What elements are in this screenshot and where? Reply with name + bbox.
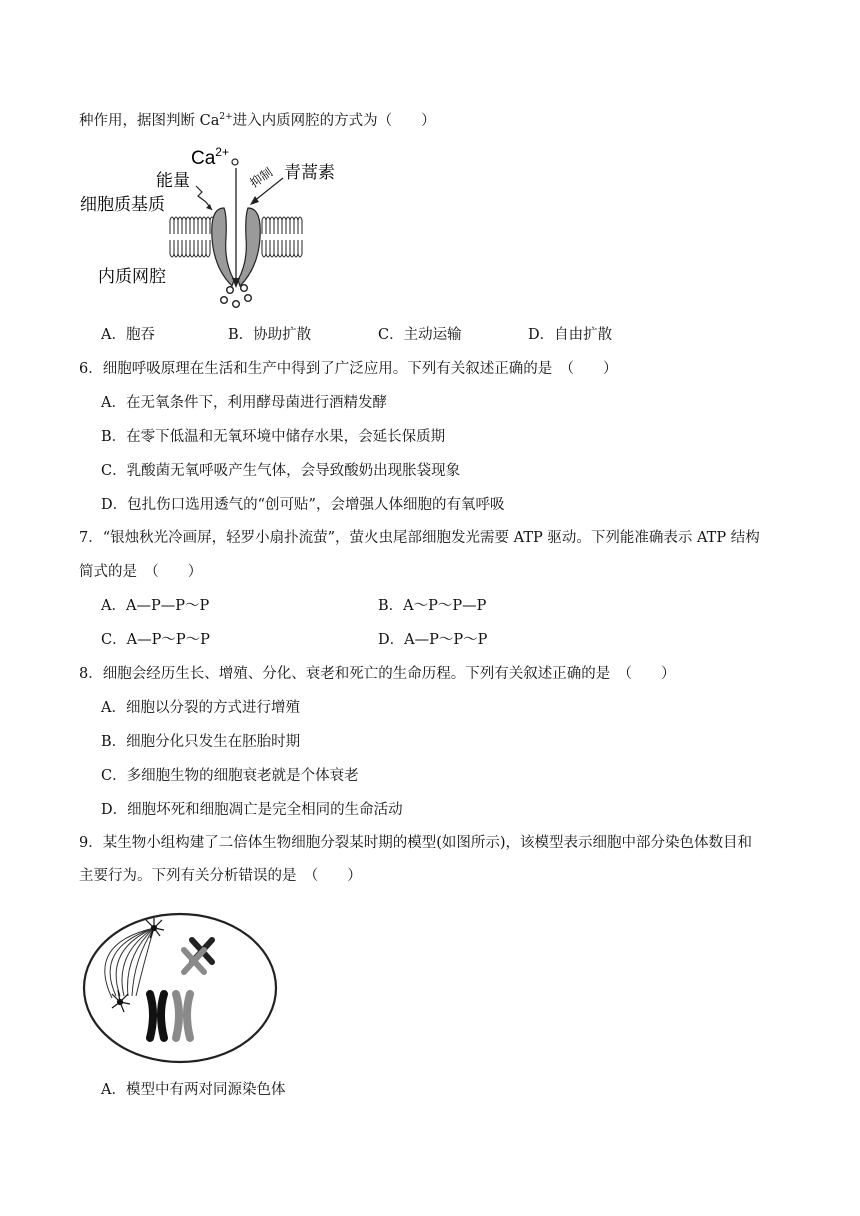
cytoplasm-label: 细胞质基质 xyxy=(80,195,165,214)
q5-option-c[interactable]: C．主动运输 xyxy=(378,327,462,343)
q9-stem-line1: 9．某生物小组构建了二倍体生物细胞分裂某时期的模型(如图所示)，该模型表示细胞中部分染色体数目和 xyxy=(79,835,753,851)
cell-division-model-figure xyxy=(80,910,280,1070)
membrane-right xyxy=(262,217,302,257)
spindle-fibers xyxy=(105,928,154,998)
q8-stem: 8．细胞会经历生长、增殖、分化、衰老和死亡的生命历程。下列有关叙述正确的是 （ ） xyxy=(79,666,676,682)
q6-stem: 6．细胞呼吸原理在生活和生产中得到了广泛应用。下列有关叙述正确的是 （ ） xyxy=(79,361,618,377)
q5-option-b[interactable]: B．协助扩散 xyxy=(228,327,312,343)
q7-option-d[interactable]: D．A—P～P～P xyxy=(378,632,488,648)
chromosome-pair-large xyxy=(150,994,190,1038)
q9-stem-line2: 主要行为。下列有关分析错误的是 （ ） xyxy=(79,868,362,884)
q7-option-c[interactable]: C．A—P～P～P xyxy=(101,632,210,648)
er-lumen-label: 内质网腔 xyxy=(98,267,166,286)
channel-protein-right xyxy=(238,208,260,286)
q6-option-a[interactable]: A．在无氧条件下，利用酵母菌进行酒精发酵 xyxy=(101,395,387,411)
q5-stem: 种作用，据图判断 $Ca^{2+}$进入内质网腔的方式为（ ） xyxy=(79,112,436,129)
q8-option-b[interactable]: B．细胞分化只发生在胚胎时期 xyxy=(101,734,301,750)
inhibit-label: 抑制 xyxy=(247,165,276,191)
q6-option-d[interactable]: D．包扎伤口选用透气的“创可贴”，会增强人体细胞的有氧呼吸 xyxy=(101,497,505,513)
q8-option-d[interactable]: D．细胞坏死和细胞凋亡是完全相同的生命活动 xyxy=(101,802,403,818)
centrosome-top xyxy=(146,918,164,938)
ion-label: $Ca^{2+}$ xyxy=(191,145,229,169)
q5-option-a[interactable]: A．胞吞 xyxy=(101,327,155,343)
q7-option-a[interactable]: A．A—P—P～P xyxy=(101,598,210,614)
calcium-channel-figure xyxy=(78,140,378,315)
q6-option-b[interactable]: B．在零下低温和无氧环境中储存水果，会延长保质期 xyxy=(101,429,446,445)
chromosome-pair-small xyxy=(184,940,212,972)
q7-stem-line1: 7．“银烛秋光冷画屏，轻罗小扇扑流萤”，萤火虫尾部细胞发光需要 ATP 驱动。下列能准确表示 ATP 结构 xyxy=(79,530,760,546)
q8-option-c[interactable]: C．多细胞生物的细胞衰老就是个体衰老 xyxy=(101,768,359,784)
artemisinin-label: 青蒿素 xyxy=(284,163,335,182)
calcium-ions xyxy=(221,285,252,308)
q5-option-d[interactable]: D．自由扩散 xyxy=(528,327,613,343)
q8-option-a[interactable]: A．细胞以分裂的方式进行增殖 xyxy=(101,700,300,716)
membrane-left xyxy=(170,217,214,257)
channel-protein-left xyxy=(212,208,234,286)
q7-stem-line2: 简式的是 （ ） xyxy=(79,564,203,580)
q6-option-c[interactable]: C．乳酸菌无氧呼吸产生气体，会导致酸奶出现胀袋现象 xyxy=(101,463,461,479)
energy-label: 能量 xyxy=(156,171,190,190)
q9-option-a[interactable]: A．模型中有两对同源染色体 xyxy=(101,1082,286,1098)
q7-option-b[interactable]: B．A～P～P—P xyxy=(378,598,487,614)
